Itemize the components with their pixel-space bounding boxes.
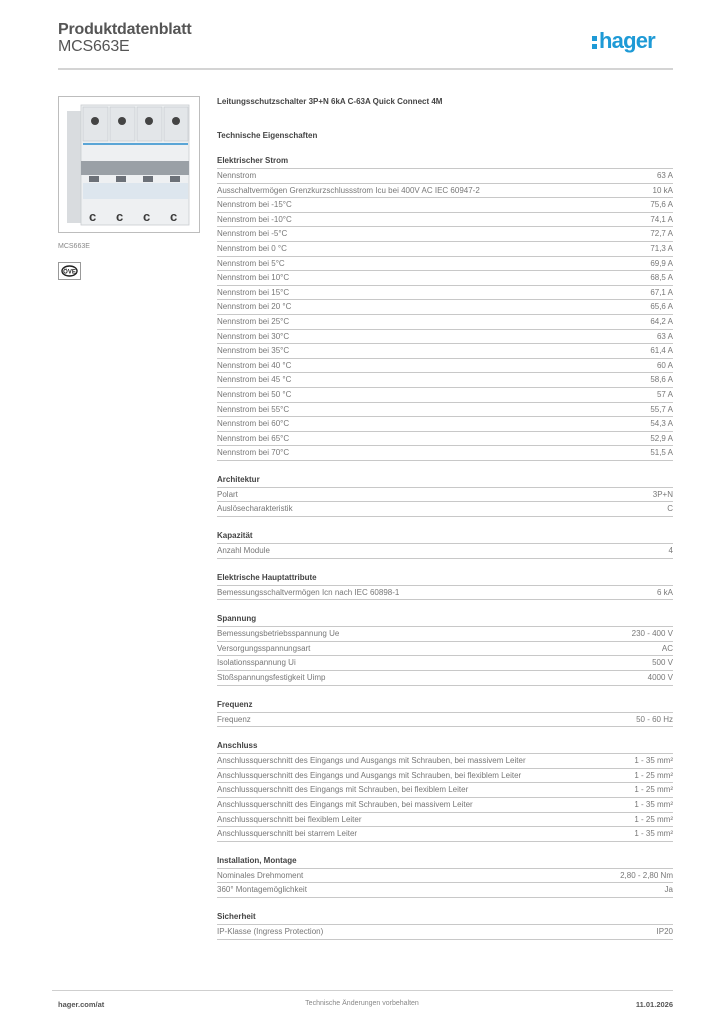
spec-section [217,855,673,898]
spec-sections [217,155,673,940]
document-title: Produktdatenblatt [58,21,192,38]
spec-section [217,911,673,940]
spec-row [217,586,673,601]
spec-row [217,713,673,728]
spec-value: 75,6 A [650,200,673,210]
spec-row [217,627,673,642]
spec-value: 51,5 A [650,448,673,458]
spec-row [217,198,673,213]
spec-row [217,373,673,388]
logo-colon-icon [592,34,597,49]
spec-label: Stoßspannungsfestigkeit Uimp [217,673,326,683]
spec-label: Nennstrom bei 35°C [217,346,290,356]
spec-label: Ausschaltvermögen Grenzkurzschlussstrom Icu bei 400V AC IEC 60947-2 [217,185,480,195]
spec-row [217,242,673,257]
ove-icon [61,265,78,277]
spec-value: 65,6 A [650,302,673,312]
spec-value: 6 kA [656,587,673,597]
spec-label: Versorgungsspannungsart [217,643,311,653]
spec-label: Anschlussquerschnitt des Eingangs mit Schrauben, bei flexiblem Leiter [217,785,469,795]
spec-row [217,227,673,242]
spec-value: 500 V [652,658,673,668]
spec-section [217,699,673,728]
section-title: Elektrische Hauptattribute [217,572,673,586]
spec-row [217,184,673,199]
article-number: MCS663E [58,38,130,55]
spec-label: Nennstrom bei -10°C [217,214,292,224]
spec-section [217,530,673,559]
spec-value: 230 - 400 V [631,629,673,639]
spec-label: Anschlussquerschnitt des Eingangs und Ausgangs mit Schrauben, bei flexiblem Leiter [217,770,522,780]
spec-row [217,656,673,671]
spec-row [217,798,673,813]
spec-value: 1 - 35 mm² [634,829,673,839]
spec-value: 1 - 25 mm² [634,814,673,824]
spec-row [217,344,673,359]
spec-row [217,257,673,272]
footer-website: hager.com/at [58,1000,105,1009]
spec-label: Nennstrom [217,171,257,180]
spec-value: 68,5 A [650,273,673,283]
spec-value: 67,1 A [650,287,673,297]
spec-value: 1 - 35 mm² [634,756,673,766]
spec-label: Bemessungsschaltvermögen Icn nach IEC 60898-1 [217,587,400,597]
spec-row [217,286,673,301]
spec-section [217,740,673,842]
spec-row [217,388,673,403]
spec-label: Polart [217,489,238,499]
spec-row [217,271,673,286]
spec-label: Frequenz [217,714,251,724]
spec-label: Anzahl Module [217,546,270,556]
spec-value: 50 - 60 Hz [636,714,673,724]
spec-row [217,671,673,686]
svg-text:c: c [170,209,178,224]
spec-value: 58,6 A [650,375,673,385]
spec-row [217,359,673,374]
spec-value: 3P+N [652,489,673,499]
spec-value: 63 A [656,171,673,180]
section-title: Architektur [217,474,673,488]
spec-value: 54,3 A [650,419,673,429]
section-title: Frequenz [217,699,673,713]
spec-row [217,869,673,884]
svg-text:c: c [116,209,124,224]
spec-label: Nennstrom bei 15°C [217,287,290,297]
spec-label: Nennstrom bei 30°C [217,331,290,341]
section-title: Spannung [217,613,673,627]
circuit-breaker-illustration [67,103,191,228]
spec-label: Nennstrom bei 55°C [217,404,290,414]
header-divider [58,68,673,70]
spec-label: Nennstrom bei 5°C [217,258,285,268]
ove-certification-badge [58,262,81,280]
spec-section [217,572,673,601]
section-title: Kapazität [217,530,673,544]
spec-row [217,642,673,657]
spec-label: Bemessungsbetriebsspannung Ue [217,629,340,639]
spec-value: 71,3 A [650,243,673,253]
spec-row [217,883,673,898]
svg-text:c: c [89,209,97,224]
spec-row [217,330,673,345]
spec-row [217,783,673,798]
spec-row [217,544,673,559]
spec-row [217,446,673,461]
spec-section [217,474,673,517]
spec-value: IP20 [656,926,673,936]
spec-label: Nominales Drehmoment [217,870,304,880]
footer-date: 11.01.2026 [635,1000,673,1009]
spec-value: 57 A [656,389,673,399]
spec-value: 1 - 25 mm² [634,785,673,795]
spec-value: 69,9 A [650,258,673,268]
product-specification [217,96,673,940]
product-image [58,96,200,233]
logo-text: hager [599,28,655,53]
spec-label: Nennstrom bei 50 °C [217,389,292,399]
section-title: Installation, Montage [217,855,673,869]
spec-label: Nennstrom bei 60°C [217,419,290,429]
spec-row [217,827,673,842]
spec-row [217,488,673,503]
spec-value: 72,7 A [650,229,673,239]
spec-label: IP-Klasse (Ingress Protection) [217,926,324,936]
spec-value: 74,1 A [650,214,673,224]
spec-label: Anschlussquerschnitt des Eingangs und Ausgangs mit Schrauben, bei massivem Leiter [217,756,526,766]
spec-label: Nennstrom bei -5°C [217,229,288,239]
spec-label: Anschlussquerschnitt des Eingangs mit Schrauben, bei massivem Leiter [217,800,473,809]
spec-value: 4 [668,546,673,556]
spec-value: 2,80 - 2,80 Nm [620,870,673,880]
spec-section [217,613,673,685]
section-title: Elektrischer Strom [217,155,673,169]
spec-row [217,502,673,517]
spec-label: Isolationsspannung Ui [217,658,296,668]
spec-row [217,169,673,184]
spec-value: 61,4 A [650,346,673,356]
spec-label: Nennstrom bei 10°C [217,273,290,283]
spec-value: 64,2 A [650,316,673,326]
spec-label: Nennstrom bei 65°C [217,433,290,443]
spec-label: Anschlussquerschnitt bei starrem Leiter [217,829,358,839]
spec-row [217,925,673,940]
product-name: Leitungsschutzschalter 3P+N 6kA C-63A Quick Connect 4M [217,97,443,106]
spec-value: 60 A [656,360,673,370]
spec-row [217,403,673,418]
section-title: Anschluss [217,740,673,754]
spec-row [217,213,673,228]
spec-label: Anschlussquerschnitt bei flexiblem Leiter [217,814,362,824]
section-title: Sicherheit [217,911,673,925]
spec-label: Nennstrom bei 20 °C [217,302,292,312]
spec-row [217,813,673,828]
spec-row [217,754,673,769]
spec-value: 63 A [656,331,673,341]
svg-text:ÖVE: ÖVE [63,269,76,276]
image-caption: MCS663E [58,243,90,250]
spec-value: 1 - 35 mm² [634,800,673,809]
spec-row [217,769,673,784]
spec-row [217,315,673,330]
spec-label: Nennstrom bei 40 °C [217,360,292,370]
spec-label: Nennstrom bei 70°C [217,448,290,458]
spec-value: C [667,504,673,514]
footer-notice: Technische Änderungen vorbehalten [305,1000,419,1007]
spec-value: 55,7 A [650,404,673,414]
spec-value: 52,9 A [650,433,673,443]
spec-value: 4000 V [647,673,673,683]
spec-value: 1 - 25 mm² [634,770,673,780]
footer-divider [52,990,673,991]
technical-properties-heading: Technische Eigenschaften [217,131,318,140]
spec-row [217,432,673,447]
spec-label: Nennstrom bei 25°C [217,316,290,326]
spec-label: Nennstrom bei 0 °C [217,243,287,253]
spec-section [217,155,673,461]
spec-label: 360° Montagemöglichkeit [217,885,307,895]
spec-value: Ja [664,885,673,895]
hager-logo [592,28,655,54]
svg-text:c: c [143,209,151,224]
spec-value: AC [661,643,673,653]
spec-value: 10 kA [652,185,673,195]
spec-label: Nennstrom bei -15°C [217,200,292,210]
spec-label: Auslösecharakteristik [217,504,293,514]
spec-label: Nennstrom bei 45 °C [217,375,292,385]
spec-row [217,417,673,432]
spec-row [217,300,673,315]
